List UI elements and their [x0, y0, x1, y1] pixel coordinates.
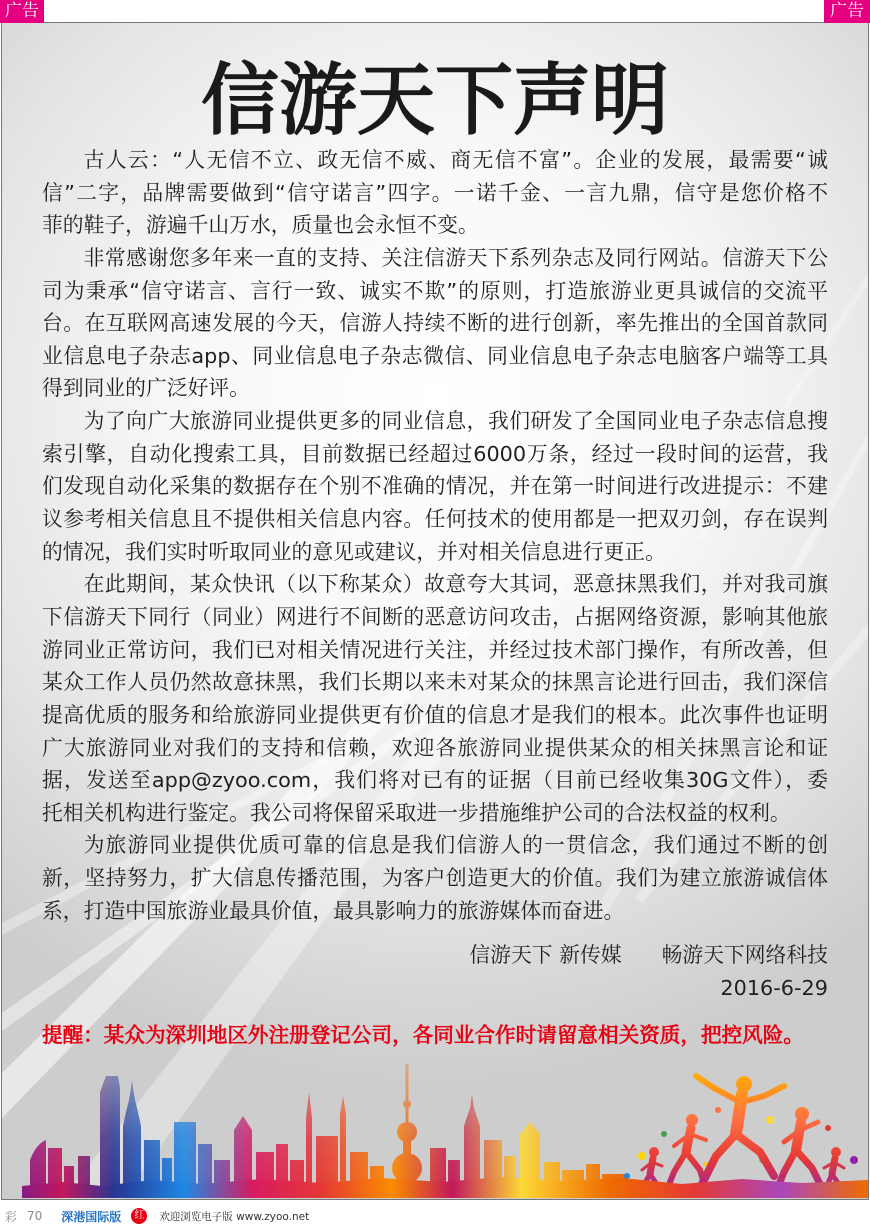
body-line: 新，坚持努力，扩大信息传播范围，为客户创造更大的价值。我们为建立旅游诚信体 [42, 866, 828, 891]
body-line: 广大旅游同业对我们的支持和信赖，欢迎各旅游同业提供某众的相关抹黑言论和证 [42, 735, 828, 760]
runner-figures [638, 1076, 844, 1196]
paint-splash [766, 1116, 774, 1124]
risk-reminder: 提醒：某众为深圳地区外注册登记公司，各同业合作时请留意相关资质，把控风险。 [42, 1023, 804, 1047]
ad-label-right: 广告 [824, 0, 870, 23]
signature-org-primary: 信游天下 新传媒 [469, 943, 622, 967]
body-line: 信”二字，品牌需要做到“信守诺言”四字。一诺千金、一言九鼎，信守是您价格不 [42, 180, 828, 205]
signature-date: 2016-6-29 [720, 976, 828, 1000]
paragraph [42, 568, 828, 829]
city-buildings [30, 1064, 628, 1198]
runner-arm [696, 1076, 740, 1102]
runner-figure [666, 1114, 706, 1192]
body-line: 提高优质的服务和给旅游同业提供更有价值的信息才是我们的根本。此次事件也证明 [42, 702, 828, 727]
tower-small-sphere [403, 1100, 411, 1108]
paragraph [42, 405, 828, 568]
body-line: 游同业正常访问，我们已对相关情况进行关注，并经过技术部门操作，有所改善，但 [42, 637, 828, 662]
skyline-illustration [2, 1048, 868, 1198]
body-line: 据，发送至app@zyoo.com，我们将对已有的证据（目前已经收集30G文件），委 [42, 768, 828, 793]
page-title: 信游天下声明 [200, 56, 669, 146]
body-line: 索引擎，自动化搜索工具，目前数据已经超过6000万条，经过一段时间的运营，我 [42, 441, 828, 466]
footer-promo: 欢迎浏览电子版 www.zyoo.net [159, 1210, 310, 1223]
tower-spire [406, 1064, 409, 1128]
skyline-tower [123, 1080, 141, 1198]
paint-splash [850, 1156, 858, 1164]
page-number: 70 [27, 1209, 43, 1223]
paint-splash [638, 1152, 646, 1160]
body-line: 古人云：“人无信不立、政无信不威、商无信不富”。企业的发展，最需要“诚 [83, 148, 828, 172]
edition-badge: 红 [131, 1208, 147, 1224]
signature-org-secondary: 畅游天下网络科技 [661, 943, 828, 967]
body-line: 托相关机构进行鉴定。我公司将保留采取进一步措施维护公司的合法权益的权利。 [42, 800, 791, 825]
runner-body [686, 1128, 691, 1152]
ad-label-left: 广告 [0, 0, 44, 23]
skyline-tower [100, 1076, 120, 1198]
paragraph [42, 829, 828, 927]
body-line: 们发现自动化采集的数据存在个别不准确的情况，并在第一时间进行改进提示：不建 [42, 474, 828, 499]
paint-splash [715, 1107, 721, 1113]
body-line: 议参考相关信息且不提供相关信息内容。任何技术的使用都是一把双刃剑，存在误判 [42, 507, 828, 532]
edition-name: 深港国际版 [61, 1209, 122, 1224]
body-line: 非常感谢您多年来一直的支持、关注信游天下系列杂志及同行网站。信游天下公 [83, 245, 828, 270]
runner-body [796, 1122, 801, 1150]
body-line: 菲的鞋子，游遍千山万水，质量也会永恒不变。 [42, 213, 479, 238]
runner-figure [696, 1076, 784, 1184]
paint-splash [825, 1125, 831, 1131]
page-footer [0, 1202, 870, 1230]
runner-figure [776, 1107, 822, 1192]
body-line: 在此期间，某众快讯（以下称某众）故意夸大其词，恶意抹黑我们，并对我司旗 [83, 572, 828, 597]
signature [469, 939, 828, 971]
paint-splash [661, 1131, 667, 1137]
body-line: 台。在互联网高速发展的今天，信游人持续不断的进行创新，率先推出的全国首款同 [42, 311, 828, 336]
body-line: 下信游天下同行（同业）网进行不间断的恶意访问攻击，占据网络资源，影响其他旅 [42, 604, 828, 629]
tower-lower-sphere [392, 1153, 422, 1183]
body-line: 系，打造中国旅游业最具价值，最具影响力的旅游媒体而奋进。 [42, 898, 625, 923]
body-line: 业信息电子杂志app、同业信息电子杂志微信、同业信息电子杂志电脑客户端等工具 [42, 343, 828, 368]
paragraph [42, 242, 828, 405]
paragraph [42, 144, 828, 242]
paint-splash [624, 1173, 630, 1179]
body-line: 某众工作人员仍然故意抹黑，我们长期以来未对某众的抹黑言论进行回击，我们深信 [42, 670, 828, 695]
body-line: 得到同业的广泛好评。 [42, 376, 250, 401]
runner-leg [736, 1134, 774, 1176]
oriental-pearl-tower [392, 1064, 422, 1198]
footer-section: 彩 [5, 1209, 18, 1224]
statement-body [42, 144, 828, 927]
body-line: 司为秉承“信守诺言、言行一致、诚实不欺”的原则，打造旅游业更具诚信的交流平 [42, 278, 828, 303]
body-line: 为了向广大旅游同业提供更多的同业信息，我们研发了全国同业电子杂志信息搜 [83, 409, 828, 434]
body-line: 的情况，我们实时听取同业的意见或建议，并对相关信息进行更正。 [42, 539, 666, 564]
body-line: 为旅游同业提供优质可靠的信息是我们信游人的一贯信念，我们通过不断的创 [83, 833, 828, 858]
